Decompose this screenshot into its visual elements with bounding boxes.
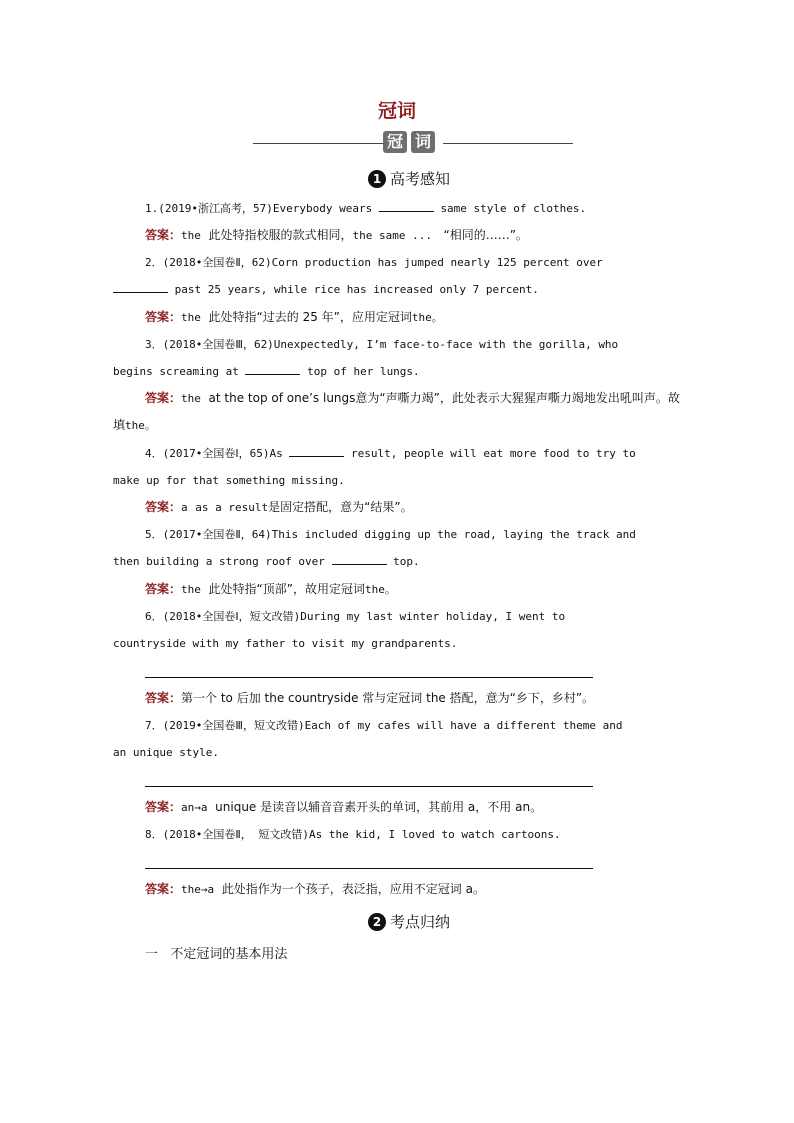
answer-6: 答案：第一个 to 后加 the countryside 常与定冠词 the 搭配，意为“乡下，乡村”。 bbox=[145, 691, 595, 705]
banner-rule-left bbox=[253, 143, 383, 144]
section-number: 2 bbox=[368, 913, 386, 931]
section-title: 考点归纳 bbox=[390, 913, 451, 931]
question-3: 3．(2018•全国卷Ⅲ，62)Unexpectedly, I’m face-to-face with the gorilla, who begins screaming at top of her lungs. bbox=[113, 338, 619, 378]
subsection-number: 一 bbox=[145, 947, 159, 962]
question-1: 1.(2019•浙江高考，57)Everybody wears same style of clothes. bbox=[113, 195, 680, 222]
page-title: 冠词 bbox=[377, 100, 416, 122]
answer-2: 答案：the 此处特指“过去的 25 年”，应用定冠词the。 bbox=[145, 310, 443, 324]
question-8: 8．(2018•全国卷Ⅱ， 短文改错)As the kid, I loved to watch cartoons. bbox=[145, 828, 561, 841]
question-2: 2．(2018•全国卷Ⅱ，62)Corn production has jumped nearly 125 percent over past 25 years, while rice has increased only 7 percent. bbox=[113, 249, 680, 303]
banner-char: 词 bbox=[411, 131, 435, 153]
answer-5: 答案：the 此处特指“顶部”，故用定冠词the。 bbox=[145, 582, 396, 596]
answer-3: 答案：the at the top of one’s lungs意为“声嘶力竭”，此处表示大猩猩声嘶力竭地发出吼叫声。故填the。 bbox=[113, 391, 680, 432]
answer-label: 答案： bbox=[145, 228, 182, 242]
answer-4: 答案：a as a result是固定搭配，意为“结果”。 bbox=[145, 500, 413, 514]
answer-blank bbox=[332, 552, 387, 565]
subsection-heading bbox=[145, 943, 287, 962]
answer-7: 答案：an→a unique 是读音以辅音音素开头的单词，其前用 a，不用 an。 bbox=[145, 800, 543, 814]
banner-rule-right bbox=[443, 143, 573, 144]
section-heading-2 bbox=[368, 911, 450, 932]
answer-line bbox=[145, 677, 593, 678]
question-5: 5．(2017•全国卷Ⅱ，64)This included digging up the road, laying the track and then building a strong roof over top. bbox=[113, 528, 636, 568]
answer-line bbox=[145, 868, 593, 869]
answer-blank bbox=[245, 362, 300, 375]
answer-blank bbox=[113, 280, 168, 293]
question-7: 7．(2019•全国卷Ⅲ，短文改错)Each of my cafes will have a different theme and an unique style. bbox=[113, 719, 623, 759]
section-title: 高考感知 bbox=[390, 170, 451, 188]
section-banner bbox=[383, 131, 435, 153]
subsection-title: 不定冠词的基本用法 bbox=[170, 947, 288, 962]
answer-blank bbox=[379, 199, 434, 212]
question-6: 6．(2018•全国卷Ⅰ，短文改错)During my last winter holiday, I went to countryside with my father to visit my grandparents. bbox=[113, 610, 566, 650]
answer-blank bbox=[289, 444, 344, 457]
section-number: 1 bbox=[368, 170, 386, 188]
answer-line bbox=[145, 786, 593, 787]
answer-1: 答案：the 此处特指校服的款式相同，the same ... “相同的……”。 bbox=[145, 228, 528, 242]
answer-8: 答案：the→a 此处指作为一个孩子，表泛指，应用不定冠词 a。 bbox=[145, 882, 485, 896]
section-heading-1 bbox=[368, 168, 450, 189]
banner-char: 冠 bbox=[383, 131, 407, 153]
question-4: 4．(2017•全国卷Ⅰ，65)As result, people will eat more food to try to make up for that something missing. bbox=[113, 440, 680, 494]
